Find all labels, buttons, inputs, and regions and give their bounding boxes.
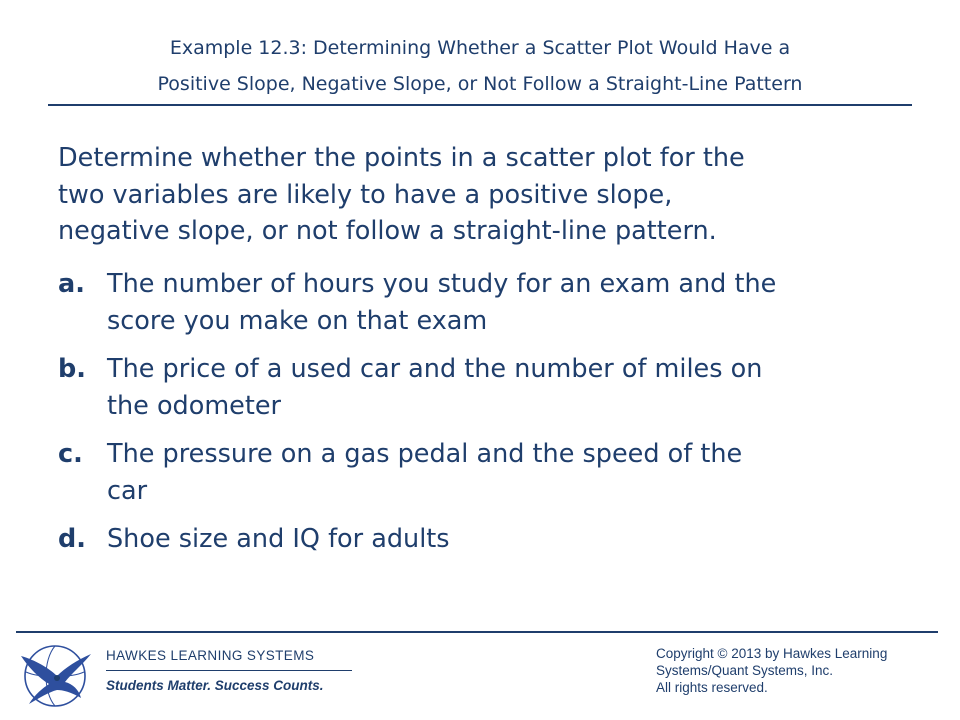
item-text-line: The pressure on a gas pedal and the speed of the [107, 439, 743, 469]
brand-tagline: Students Matter. Success Counts. [106, 678, 324, 693]
problem-item-c [58, 436, 920, 509]
title-divider [48, 104, 912, 106]
copyright-line-1: Copyright © 2013 by Hawkes Learning [656, 646, 888, 661]
item-text-line: The number of hours you study for an exam and the [107, 269, 777, 299]
logo-hawk-head [54, 675, 60, 681]
item-letter: a. [58, 269, 85, 299]
brand-divider [106, 670, 352, 671]
item-text [107, 436, 920, 509]
problem-statement [58, 140, 918, 250]
copyright-line-3: All rights reserved. [656, 680, 768, 695]
copyright-notice [656, 645, 946, 696]
footer-divider [16, 631, 938, 633]
item-text-line: score you make on that exam [107, 305, 488, 336]
item-letter: b. [58, 354, 86, 384]
item-text [107, 266, 920, 339]
item-letter: d. [58, 524, 86, 554]
slide-title-line-1: Example 12.3: Determining Whether a Scatter Plot Would Have a [169, 37, 791, 59]
item-text-line: car [107, 475, 148, 506]
item-letter: c. [58, 439, 83, 469]
problem-item-a [58, 266, 920, 339]
item-text-line: the odometer [107, 390, 282, 421]
item-text [107, 351, 920, 424]
item-text-line: Shoe size and IQ for adults [107, 524, 450, 554]
hawk-logo-icon [15, 640, 93, 710]
copyright-line-2: Systems/Quant Systems, Inc. [656, 663, 834, 678]
item-text-line: The price of a used car and the number of miles on [107, 354, 763, 384]
problem-statement-line-2: two variables are likely to have a positive slope, [58, 179, 673, 210]
problem-item-d [58, 521, 920, 558]
problem-items-list [58, 266, 920, 570]
item-text [107, 521, 920, 558]
problem-statement-line-3: negative slope, or not follow a straight-line pattern. [58, 216, 717, 246]
slide-title-line-2: Positive Slope, Negative Slope, or Not Follow a Straight-Line Pattern [157, 73, 803, 95]
problem-item-b [58, 351, 920, 424]
brand-name: HAWKES LEARNING SYSTEMS [106, 648, 315, 663]
problem-statement-line-1: Determine whether the points in a scatter plot for the [58, 143, 745, 173]
slide-title [48, 30, 912, 102]
